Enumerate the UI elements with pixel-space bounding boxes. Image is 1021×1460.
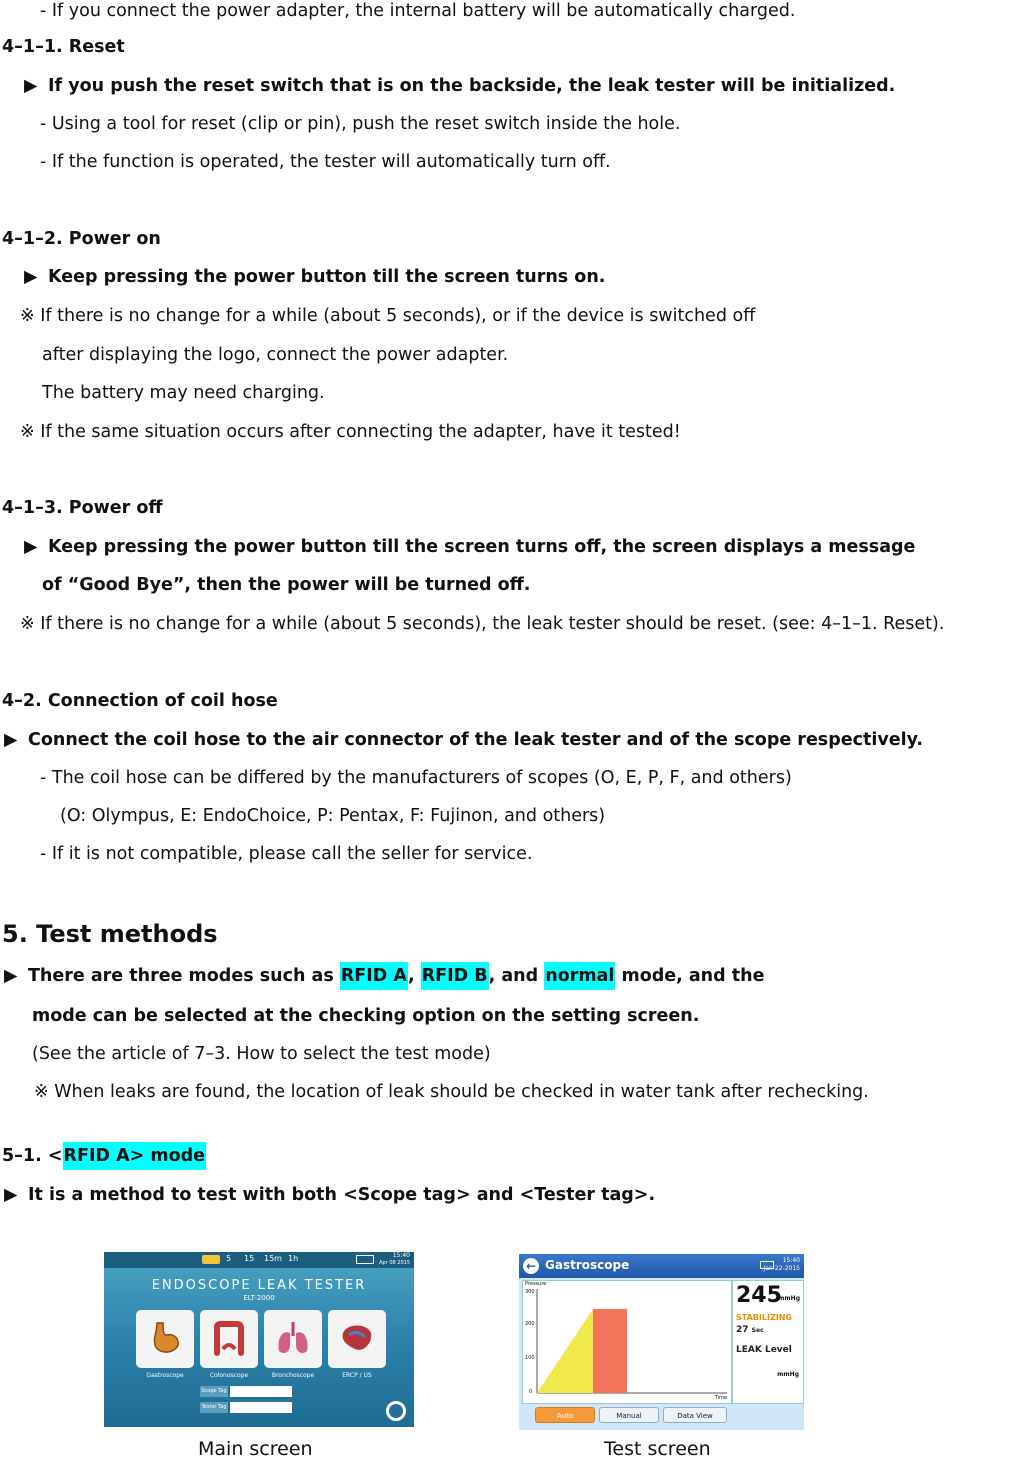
mode-normal-highlight: normal (544, 962, 615, 990)
pressure-unit: mmHg (778, 1295, 800, 1302)
leak-level-label: LEAK Level (736, 1345, 792, 1355)
reading-panel (732, 1280, 804, 1404)
reset-step-1: - Using a tool for reset (clip or pin), push the reset switch inside the hole. (40, 114, 681, 134)
power-on-note-2: ※ If the same situation occurs after connecting the adapter, have it tested! (20, 422, 681, 442)
rfid-a-heading-pre: 5–1. < (2, 1146, 63, 1166)
power-on-bullet (24, 266, 605, 288)
y-tick-100: 100 (525, 1355, 535, 1361)
tester-tag-row (200, 1402, 296, 1413)
power-on-note-1: ※ If there is no change for a while (about 5 seconds), or if the device is switched off (20, 306, 756, 326)
coil-hose-line-3: - If it is not compatible, please call the seller for service. (40, 844, 533, 864)
pressure-chart (522, 1280, 732, 1404)
scope-tag-row (200, 1386, 296, 1397)
stabilizing-status: STABILIZING (736, 1313, 792, 1322)
colon-icon (209, 1319, 249, 1359)
test-title: Gastroscope (545, 1258, 630, 1272)
auto-button[interactable]: Auto (535, 1407, 595, 1423)
coil-hose-line-1: - The coil hose can be differed by the manufacturers of scopes (O, E, P, F, and others) (40, 768, 792, 788)
manual-button[interactable]: Manual (599, 1407, 659, 1423)
axis-label: Pressure (525, 1281, 547, 1287)
pressure-rise-area (537, 1309, 593, 1393)
gastroscope-label: Gastroscope (146, 1372, 184, 1379)
reset-step-2: - If the function is operated, the tester will automatically turn off. (40, 152, 611, 172)
power-off-bullet (24, 536, 915, 558)
test-methods-bullet (4, 965, 764, 987)
main-date: Apr 08 2015 (379, 1260, 410, 1266)
power-on-bullet-text: Keep pressing the power button till the screen turns on. (48, 267, 606, 287)
test-datetime (764, 1257, 800, 1273)
arrow-icon: ▶ (24, 267, 38, 287)
ercp-card[interactable] (328, 1310, 386, 1368)
test-methods-bullet-2: mode can be selected at the checking option on the setting screen. (32, 1006, 700, 1026)
y-tick-300: 300 (525, 1289, 535, 1295)
power-on-note-1b: after displaying the logo, connect the power adapter. (42, 345, 509, 365)
power-off-note: ※ If there is no change for a while (about 5 seconds), the leak tester should be reset. (see: 4–1–1. Reset). (20, 614, 945, 634)
status-count-4: 1h (288, 1254, 299, 1263)
pressure-hold-bar (593, 1309, 627, 1393)
rfid-a-bullet (4, 1184, 655, 1206)
y-tick-0: 0 (529, 1389, 533, 1395)
modes-text-post: mode, and the (615, 966, 765, 986)
coil-hose-bullet (4, 729, 923, 751)
y-tick-200: 200 (525, 1321, 535, 1327)
tester-tag-field[interactable] (230, 1402, 292, 1413)
pressure-value: 245 (736, 1283, 782, 1308)
test-methods-see: (See the article of 7–3. How to select the test mode) (32, 1044, 491, 1064)
main-title: ENDOSCOPE LEAK TESTER (151, 1278, 367, 1293)
status-count-1: 5 (226, 1254, 232, 1263)
modes-text-pre: There are three modes such as (28, 966, 340, 986)
test-header (519, 1254, 804, 1278)
test-methods-heading: 5. Test methods (2, 920, 218, 948)
main-model: ELT-2000 (243, 1294, 275, 1302)
arrow-icon: ▶ (4, 1185, 18, 1205)
test-date: Jan-22-2015 (763, 1265, 800, 1272)
test-screen-image (519, 1254, 804, 1430)
pressure-chart-svg (523, 1281, 731, 1403)
reset-bullet-text: If you push the reset switch that is on the backside, the leak tester will be initialized. (48, 76, 896, 96)
seconds-value: 27 (736, 1325, 749, 1335)
status-count-3: 15m (264, 1254, 282, 1263)
ercp-label: ERCP / US (342, 1372, 372, 1379)
settings-gear-icon[interactable] (386, 1401, 406, 1421)
modes-text-comma: , (407, 966, 421, 986)
main-status-bar (104, 1252, 414, 1268)
main-clock: 15:40 (392, 1252, 410, 1259)
seconds-unit: Sec (751, 1327, 764, 1334)
time-label: Time (714, 1395, 727, 1401)
power-off-bullet-2: of “Good Bye”, then the power will be turned off. (42, 575, 531, 595)
arrow-icon: ▶ (24, 537, 38, 557)
data-view-button[interactable]: Data View (663, 1407, 727, 1423)
arrow-icon: ▶ (4, 730, 18, 750)
main-screen-image (104, 1252, 414, 1427)
colonoscope-label: Colonoscope (209, 1372, 249, 1379)
power-off-heading: 4–1–3. Power off (2, 498, 163, 518)
reset-bullet (24, 75, 895, 97)
back-arrow-icon[interactable]: ← (523, 1258, 539, 1274)
power-off-bullet-text: Keep pressing the power button till the screen turns off, the screen displays a message (48, 537, 916, 557)
scope-tag-label: Scope Tag (200, 1386, 228, 1397)
mode-rfid-a-highlight: RFID A (340, 962, 408, 990)
bronchoscope-card[interactable] (264, 1310, 322, 1368)
tester-tag-label: Tester Tag (200, 1402, 228, 1413)
status-count-2: 15 (244, 1254, 255, 1263)
coil-hose-line-2: (O: Olympus, E: EndoChoice, P: Pentax, F: Fujinon, and others) (60, 806, 606, 826)
power-on-heading: 4–1–2. Power on (2, 229, 161, 249)
test-methods-note: ※ When leaks are found, the location of leak should be checked in water tank after rechecking. (34, 1082, 869, 1102)
rfid-a-bullet-text: It is a method to test with both <Scope tag> and <Tester tag>. (28, 1185, 656, 1205)
arrow-icon: ▶ (4, 966, 18, 986)
colonoscope-card[interactable] (200, 1310, 258, 1368)
ercp-organ-icon (337, 1319, 377, 1359)
arrow-icon: ▶ (24, 76, 38, 96)
rfid-a-heading-highlight: RFID A> mode (63, 1142, 207, 1170)
coil-hose-heading: 4–2. Connection of coil hose (2, 691, 278, 711)
charge-note: - If you connect the power adapter, the internal battery will be automatically charged. (40, 1, 796, 21)
power-on-note-1c: The battery may need charging. (42, 383, 325, 403)
bronchoscope-label: Bronchoscope (271, 1372, 315, 1379)
seconds-readout (736, 1325, 764, 1335)
modes-text-and: , and (488, 966, 545, 986)
scope-tag-field[interactable] (230, 1386, 292, 1397)
gastroscope-card[interactable] (136, 1310, 194, 1368)
test-screen-caption: Test screen (604, 1438, 711, 1460)
lungs-icon (273, 1319, 313, 1359)
test-clock: 15:40 (782, 1257, 800, 1264)
main-screen-caption: Main screen (198, 1438, 313, 1460)
coil-hose-bullet-text: Connect the coil hose to the air connector of the leak tester and of the scope respectively. (28, 730, 924, 750)
leak-unit: mmHg (777, 1371, 799, 1378)
rfid-badge-icon (202, 1255, 220, 1264)
battery-icon (356, 1255, 374, 1264)
reset-heading: 4–1–1. Reset (2, 37, 125, 57)
mode-rfid-b-highlight: RFID B (421, 962, 489, 990)
stomach-icon (145, 1319, 185, 1359)
rfid-a-heading (2, 1145, 206, 1167)
